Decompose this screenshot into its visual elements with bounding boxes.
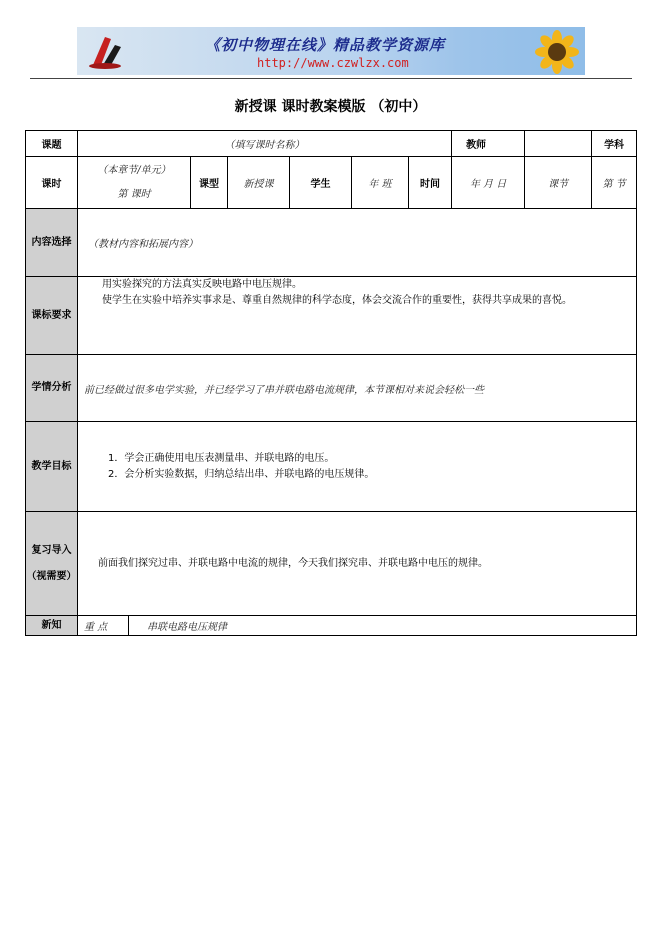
goal-item-1: 1．学会正确使用电压表测量串、并联电路的电压。 (108, 452, 335, 464)
goals-value[interactable] (78, 422, 637, 512)
period-label: 课时 (26, 157, 78, 209)
lesson-title-value[interactable]: （填写课时名称） (78, 131, 452, 157)
site-logo (85, 31, 127, 71)
date-value[interactable]: 年 月 日 (452, 157, 525, 209)
subject-label: 学科 (592, 131, 637, 157)
period-cell[interactable] (78, 157, 191, 209)
table-row (26, 512, 637, 616)
header-banner (77, 27, 585, 75)
table-row (26, 355, 637, 422)
table-row (26, 209, 637, 277)
period-text: 第 课时 (117, 188, 151, 200)
student-label: 学生 (290, 157, 352, 209)
time-label: 时间 (409, 157, 452, 209)
review-value[interactable]: 前面我们探究过串、并联电路中电流的规律，今天我们探究串、并联电路中电压的规律。 (78, 512, 637, 616)
goal-item-2: 2．会分析实验数据，归纳总结出串、并联电路的电压规律。 (108, 468, 375, 480)
goals-label: 教学目标 (26, 422, 78, 512)
section-label: 课节 (525, 157, 592, 209)
key-point-label: 重 点 (78, 616, 129, 636)
content-label: 内容选择 (26, 209, 78, 277)
analysis-label: 学情分析 (26, 355, 78, 422)
standard-label: 课标要求 (26, 277, 78, 355)
teacher-value[interactable] (525, 131, 592, 157)
banner-title: 《初中物理在线》精品教学资源库 (205, 36, 446, 54)
banner-url[interactable]: http://www.czwlzx.com (257, 56, 409, 70)
lesson-type-value[interactable]: 新授课 (228, 157, 290, 209)
table-row (26, 131, 637, 157)
table-row (26, 157, 637, 209)
class-value[interactable]: 年 班 (352, 157, 409, 209)
lesson-plan-table (25, 130, 637, 636)
table-row (26, 422, 637, 512)
teacher-label: 教师 (452, 131, 525, 157)
review-label: 复习导入（视需要） (26, 512, 78, 616)
header-divider (30, 78, 632, 79)
sunflower-image (532, 29, 582, 75)
standard-line-2: 使学生在实验中培养实事求是、尊重自然规律的科学态度，体会交流合作的重要性，获得共享成果的喜悦。 (102, 295, 572, 306)
table-row (26, 277, 637, 355)
unit-hint: （本章节/单元） (97, 164, 171, 176)
standard-value[interactable] (78, 277, 637, 355)
content-value[interactable]: （教材内容和拓展内容） (78, 209, 637, 277)
analysis-value[interactable]: 前已经做过很多电学实验，并已经学习了串并联电路电流规律，本节课相对来说会轻松一些 (78, 355, 637, 422)
lesson-type-label: 课型 (191, 157, 228, 209)
section-value[interactable]: 第 节 (592, 157, 637, 209)
table-row (26, 616, 637, 636)
standard-line-1: 用实验探究的方法真实反映电路中电压规律。 (102, 279, 302, 290)
key-point-value[interactable]: 串联电路电压规律 (129, 616, 637, 636)
document-title: 新授课 课时教案模版 （初中） (234, 99, 427, 115)
new-knowledge-label: 新知 (26, 616, 78, 636)
lesson-title-label: 课题 (26, 131, 78, 157)
